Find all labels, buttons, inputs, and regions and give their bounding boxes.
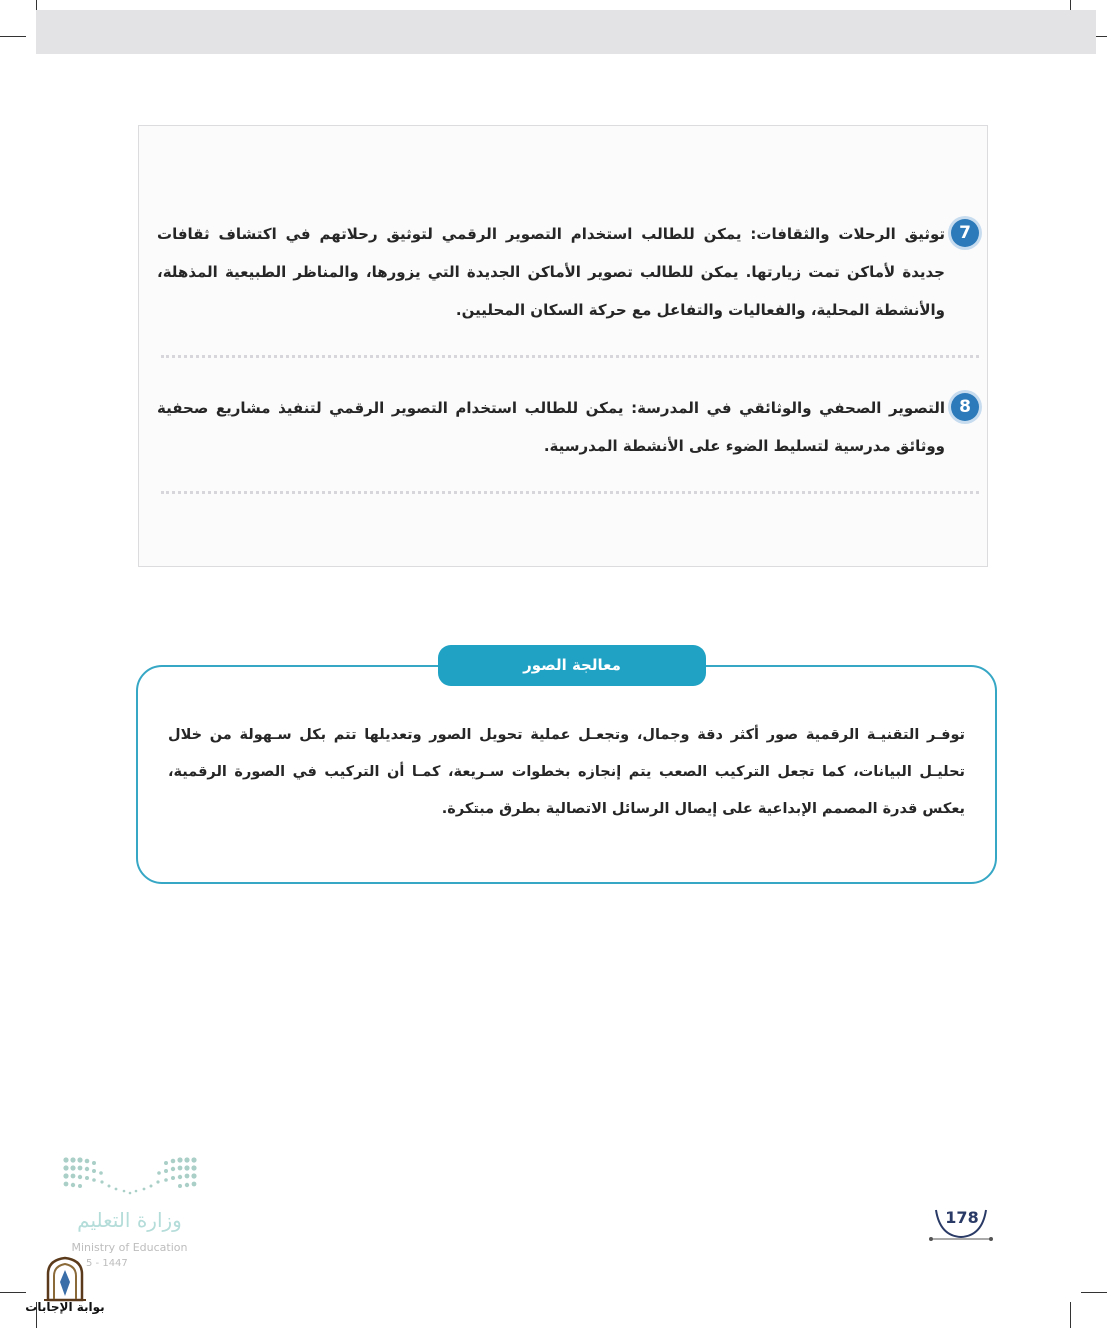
content-box <box>138 125 988 567</box>
list-item <box>157 389 971 465</box>
crop-mark <box>0 1292 26 1293</box>
ministry-name-english: Ministry of Education <box>71 1241 188 1254</box>
crop-mark <box>1070 1302 1071 1328</box>
page-number: 178 <box>945 1208 979 1227</box>
info-box-text: توفـر التقنيـة الرقمية صور أكثر دقة وجمال، وتجعـل عملية تحويل الصور وتعديلها تتم بكل سـهولة من خلال تحليـل البيانات، كما تجعل التركيب الصعب يتم إنجازه بخطوات سـريعة، كمـا أن التركيب في الصورة الرقمية، يعكس قدرة المصمم الإبداعية على إيصال الرسائل الاتصالية بطرق مبتكرة. <box>168 727 965 817</box>
info-box-title: معالجة الصور <box>438 645 706 686</box>
ministry-name-arabic: وزارة التعليم <box>77 1208 182 1232</box>
crop-mark <box>0 36 26 37</box>
item-text: التصوير الصحفي والوثائقي في المدرسة: يمكن للطالب استخدام التصوير الرقمي لتنفيذ مشاريع صحفية ووثائق مدرسية لتسليط الضوء على الأنشطة المدرسية. <box>157 399 945 455</box>
item-number-badge: 8 <box>951 393 979 421</box>
dotted-divider <box>161 491 979 494</box>
dotted-divider <box>161 355 979 358</box>
item-text: توثيق الرحلات والثقافات: يمكن للطالب استخدام التصوير الرقمي لتوثيق رحلاتهم في اكتشاف ثقافات جديدة لأماكن تمت زيارتها. يمكن للطالب تصوير الأماكن الجديدة التي يزورها، والمناظر الطبيعية المذهلة، والأنشطة المحلية، والفعاليات والتفاعل مع حركة السكان المحليين. <box>157 225 945 319</box>
crop-mark <box>1081 1292 1107 1293</box>
edition-year: 5 - 1447 <box>86 1258 128 1269</box>
header-band <box>36 10 1096 54</box>
portal-logo-icon <box>44 1256 86 1302</box>
item-number-badge: 7 <box>951 219 979 247</box>
portal-name: بوابة الإجابات <box>25 1300 105 1314</box>
ministry-logo-icon <box>62 1156 198 1196</box>
list-item <box>157 215 971 329</box>
